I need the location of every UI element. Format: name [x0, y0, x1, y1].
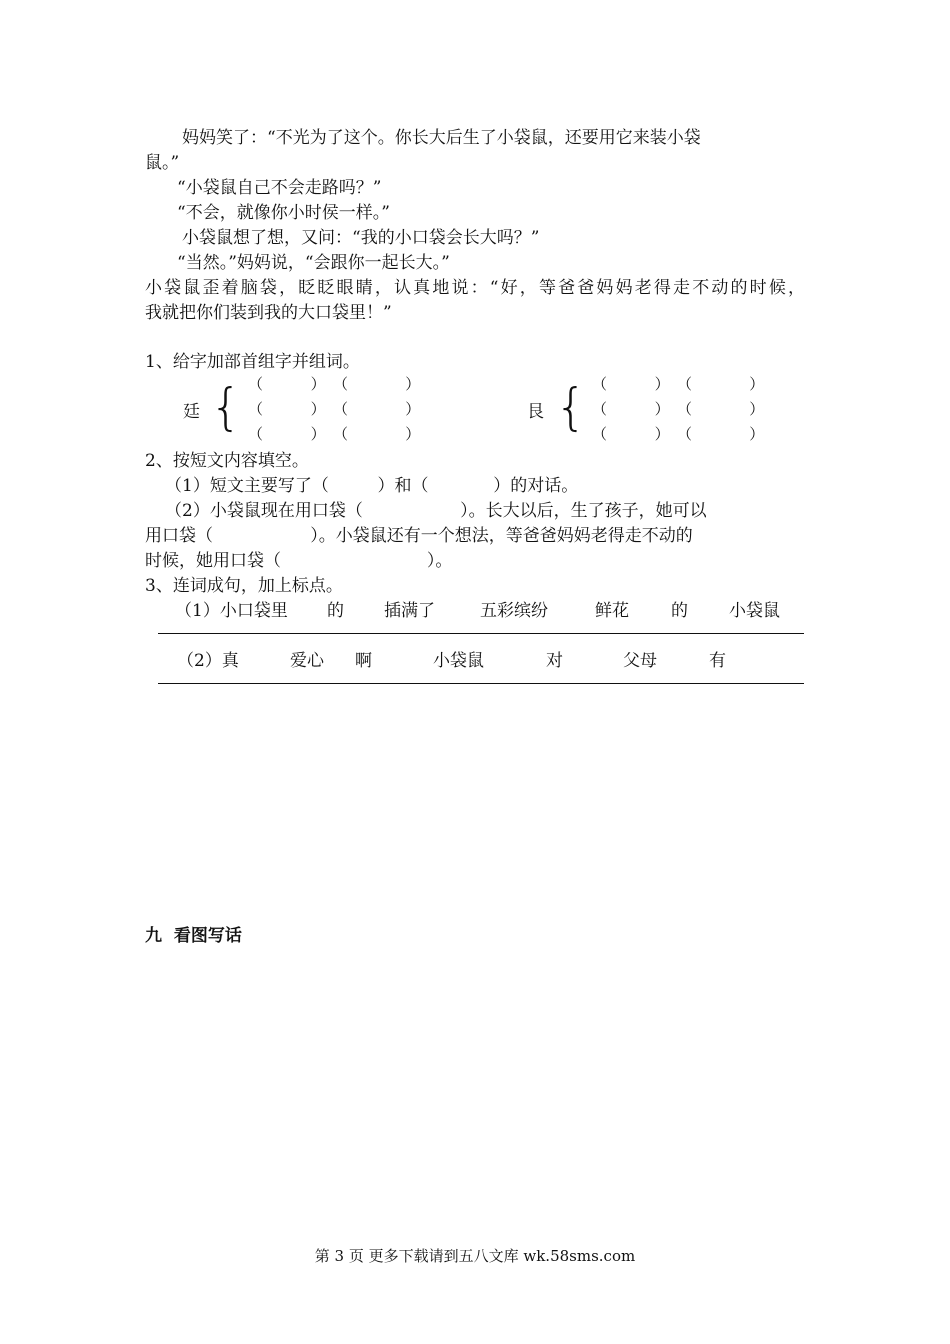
blank-pair: （ ）: [333, 375, 421, 393]
word-tile: 有: [709, 651, 726, 671]
blank-pair: （ ）: [248, 375, 326, 393]
word-tile: 五彩缤纷: [480, 601, 548, 621]
answer-line[interactable]: [158, 683, 804, 684]
word-tile: （2）真: [177, 651, 239, 671]
word-tile: 鲜花: [595, 601, 629, 621]
word-tile: 插满了: [384, 601, 435, 621]
passage-line: 我就把你们装到我的大口袋里！”: [145, 303, 392, 323]
passage-line: “当然。”妈妈说，“会跟你一起长大。”: [177, 253, 450, 273]
word-tile: （1）小口袋里: [175, 601, 288, 621]
question-2-title: 2、按短文内容填空。: [145, 451, 309, 471]
blank-pair: （ ）: [592, 375, 670, 393]
question-3-title: 3、连词成句，加上标点。: [145, 576, 343, 596]
blank-pair: （ ）: [677, 400, 765, 418]
word-tile: 爱心: [290, 651, 324, 671]
word-tile: 的: [671, 601, 688, 621]
word-tile: 啊: [355, 651, 372, 671]
blank-pair: （ ）: [333, 425, 421, 443]
question-1-title: 1、给字加部首组字并组词。: [145, 352, 360, 372]
page-footer: 第 3 页 更多下载请到五八文库 wk.58sms.com: [314, 1247, 636, 1265]
word-tile: 父母: [623, 651, 657, 671]
passage-line: 小袋鼠歪着脑袋，眨眨眼睛，认真地说：“好，等爸爸妈妈老得走不动的时候，: [145, 278, 805, 298]
blank-pair: （ ）: [248, 400, 326, 418]
blank-pair: （ ）: [592, 425, 670, 443]
word-tile: 小袋鼠: [729, 601, 780, 621]
blank-pair: （ ）: [592, 400, 670, 418]
section-heading: 九 看图写话: [145, 926, 242, 946]
question-2-line: 时候，她用口袋（ ）。: [145, 551, 453, 571]
left-brace-icon: {: [555, 378, 587, 436]
passage-line: “不会，就像你小时侯一样。”: [177, 203, 390, 223]
left-brace-icon: {: [210, 378, 242, 436]
character-ting: 廷: [183, 402, 200, 422]
passage-line: 小袋鼠想了想，又问：“我的小口袋会长大吗？”: [182, 228, 540, 248]
answer-line[interactable]: [158, 633, 804, 634]
word-tile: 的: [327, 601, 344, 621]
blank-pair: （ ）: [677, 425, 765, 443]
question-2-line: （1）短文主要写了（ ）和（ ）的对话。: [165, 476, 579, 496]
character-gen: 艮: [527, 402, 544, 422]
word-tile: 对: [546, 651, 563, 671]
blank-pair: （ ）: [333, 400, 421, 418]
blank-pair: （ ）: [677, 375, 765, 393]
blank-pair: （ ）: [248, 425, 326, 443]
question-2-line: 用口袋（ ）。小袋鼠还有一个想法，等爸爸妈妈老得走不动的: [145, 526, 693, 546]
word-tile: 小袋鼠: [433, 651, 484, 671]
question-2-line: （2）小袋鼠现在用口袋（ ）。长大以后，生了孩子，她可以: [165, 501, 707, 521]
passage-line: “小袋鼠自己不会走路吗？”: [177, 178, 382, 198]
passage-line: 鼠。”: [145, 153, 180, 173]
passage-line: 妈妈笑了：“不光为了这个。你长大后生了小袋鼠，还要用它来装小袋: [182, 128, 701, 148]
